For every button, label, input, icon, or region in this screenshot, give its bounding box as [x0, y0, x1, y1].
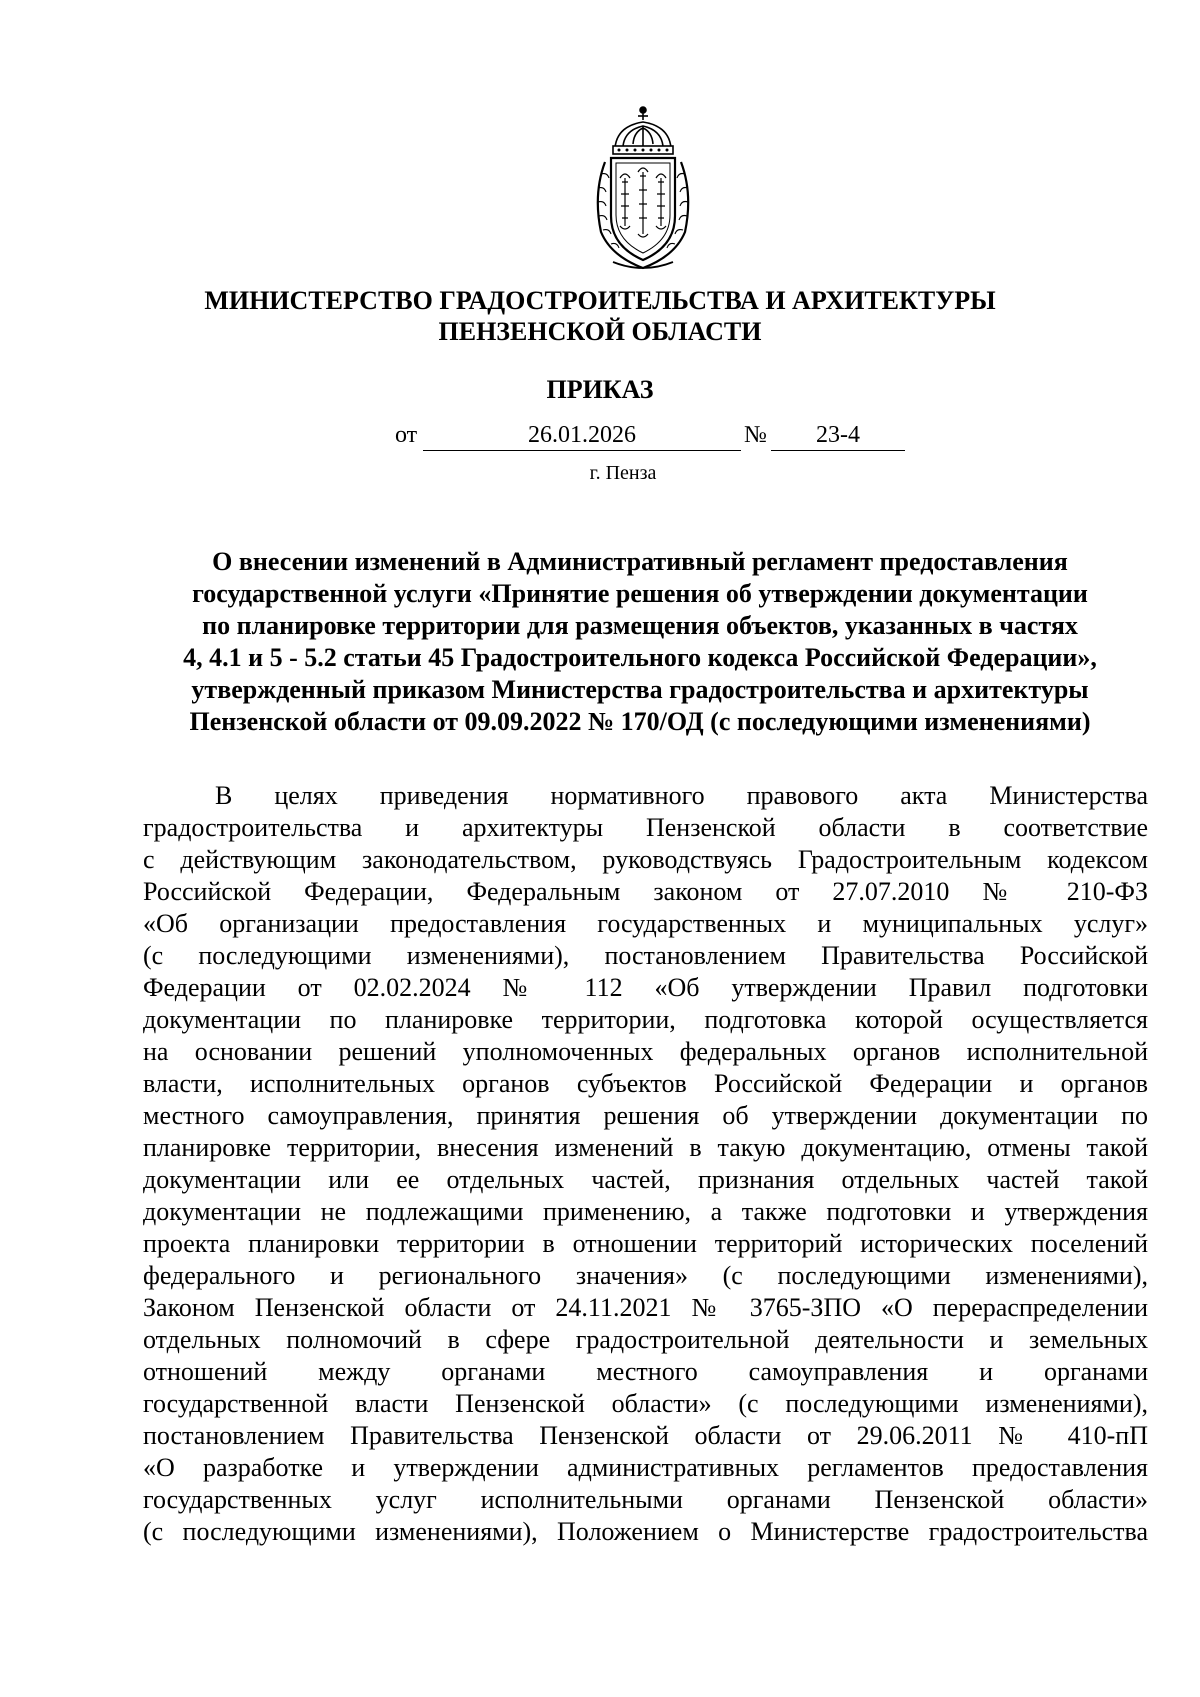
number-sign: №	[744, 422, 767, 448]
coat-of-arms-icon	[583, 104, 703, 274]
body-line: отдельных полномочий в сфере градостроительной деятельности и земельных	[143, 1325, 1148, 1354]
body-line: власти, исполнительных органов субъектов Российской Федерации и органов	[143, 1069, 1148, 1098]
ministry-name-line-2: ПЕНЗЕНСКОЙ ОБЛАСТИ	[438, 317, 762, 346]
body-line: «Об организации предоставления государственных и муниципальных услуг»	[143, 909, 1148, 938]
order-number: 23-4	[771, 420, 905, 451]
body-line: Российской Федерации, Федеральным законом от 27.07.2010 № 210-ФЗ	[143, 877, 1148, 906]
body-line: документации не подлежащими применению, а также подготовки и утверждения	[143, 1197, 1148, 1226]
date-prefix: от	[395, 422, 418, 448]
body-line: В целях приведения нормативного правового акта Министерства	[215, 781, 1148, 810]
body-line: Законом Пензенской области от 24.11.2021 № 3765-ЗПО «О перераспределении	[143, 1293, 1148, 1322]
body-line: градостроительства и архитектуры Пензенской области в соответствие	[143, 813, 1148, 842]
body-line: на основании решений уполномоченных федеральных органов исполнительной	[143, 1037, 1148, 1066]
body-line: документации по планировке территории, подготовка которой осуществляется	[143, 1005, 1148, 1034]
body-paragraph	[143, 780, 1148, 1548]
document-type: ПРИКАЗ	[546, 375, 654, 404]
body-line: проекта планировки территории в отношении территорий исторических поселений	[143, 1229, 1148, 1258]
title-line: утвержденный приказом Министерства градостроительства и архитектуры	[191, 675, 1089, 704]
body-line: (с последующими изменениями), Положением о Министерстве градостроительства	[143, 1517, 1148, 1546]
body-line: постановлением Правительства Пензенской области от 29.06.2011 № 410-пП	[143, 1421, 1148, 1450]
body-line: государственных услуг исполнительными органами Пензенской области»	[143, 1485, 1148, 1514]
body-line: отношений между органами местного самоуправления и органами	[143, 1357, 1148, 1386]
document-title	[140, 546, 1140, 738]
title-line: по планировке территории для размещения объектов, указанных в частях	[202, 611, 1078, 640]
title-line: государственной услуги «Принятие решения об утверждении документации	[192, 579, 1088, 608]
body-line: местного самоуправления, принятия решения об утверждении документации по	[143, 1101, 1148, 1130]
body-line: документации или ее отдельных частей, признания отдельных частей такой	[143, 1165, 1148, 1194]
ministry-name-line-1: МИНИСТЕРСТВО ГРАДОСТРОИТЕЛЬСТВА И АРХИТЕКТУРЫ	[204, 286, 996, 315]
body-line: (с последующими изменениями), постановлением Правительства Российской	[143, 941, 1148, 970]
body-line: Федерации от 02.02.2024 № 112 «Об утверждении Правил подготовки	[143, 973, 1148, 1002]
title-line: 4, 4.1 и 5 - 5.2 статьи 45 Градостроительного кодекса Российской Федерации»,	[183, 643, 1097, 672]
body-line: государственной власти Пензенской области» (с последующими изменениями),	[143, 1389, 1148, 1418]
body-line: «О разработке и утверждении административных регламентов предоставления	[143, 1453, 1148, 1482]
body-line: с действующим законодательством, руководствуясь Градостроительным кодексом	[143, 845, 1148, 874]
body-line: планировке территории, внесения изменений в такую документацию, отмены такой	[143, 1133, 1148, 1162]
body-line: федерального и регионального значения» (с последующими изменениями),	[143, 1261, 1148, 1290]
city: г. Пенза	[589, 462, 657, 484]
order-date: 26.01.2026	[423, 420, 741, 451]
title-line: Пензенской области от 09.09.2022 № 170/ОД (с последующими изменениями)	[189, 707, 1091, 736]
ministry-name	[0, 285, 1200, 347]
title-line: О внесении изменений в Административный регламент предоставления	[212, 547, 1068, 576]
